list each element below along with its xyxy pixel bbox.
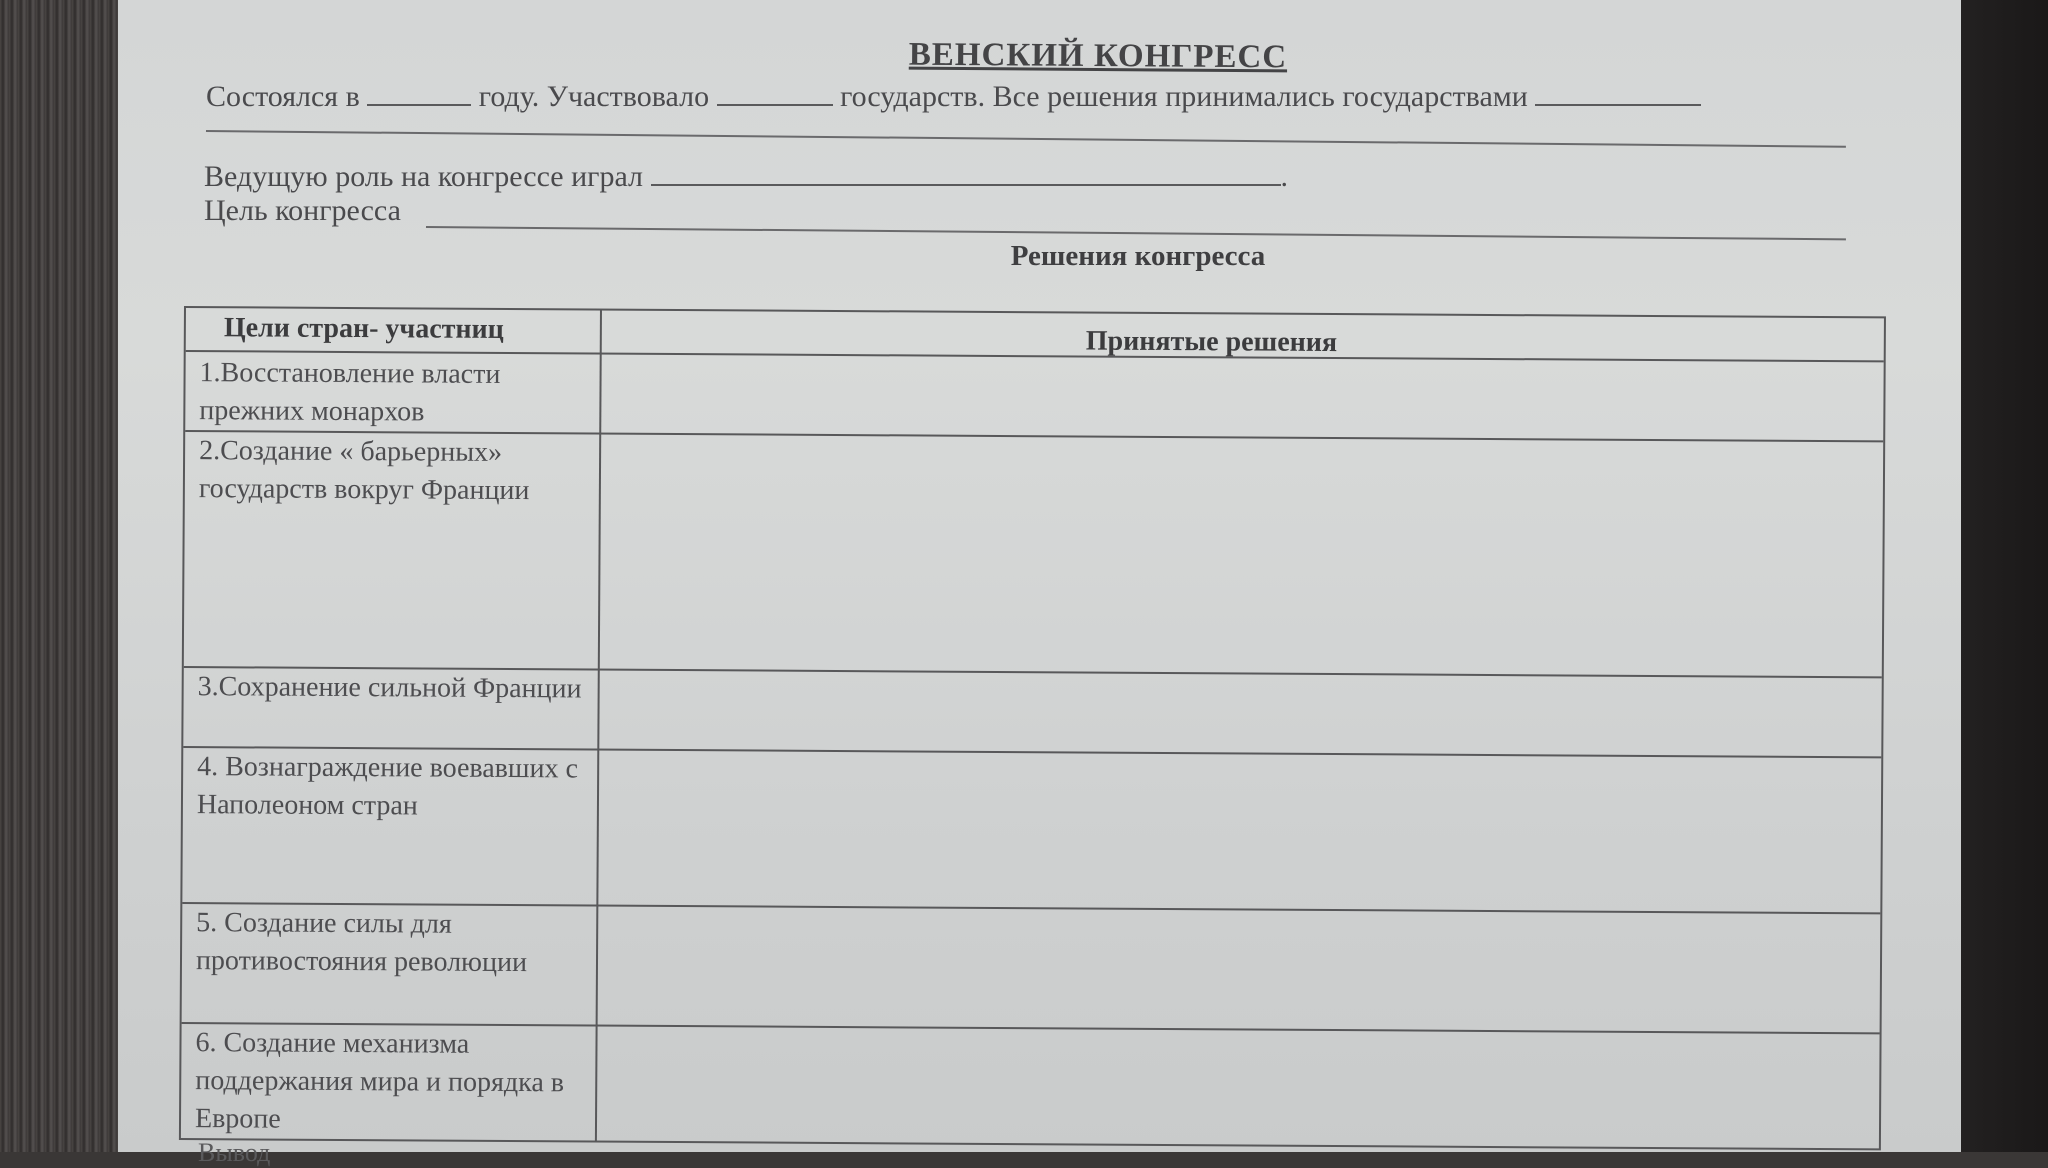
- intro-text-decisions: государств. Все решения принимались государствами: [840, 80, 1528, 113]
- desk-background-right: [1960, 0, 2048, 1152]
- leading-role-blank[interactable]: [651, 158, 1281, 186]
- decisions-table: [179, 306, 1886, 1150]
- intro-text-held-in: Состоялся в: [206, 80, 360, 113]
- intro-text-participated: году. Участвовало: [478, 80, 710, 113]
- states-count-blank[interactable]: [717, 78, 833, 106]
- congress-goal-label: Цель конгресса: [204, 194, 401, 227]
- conclusion-label-cut: Вывод: [198, 1138, 271, 1167]
- decision-cell-6[interactable]: [601, 1029, 1872, 1145]
- leading-role-line: [204, 158, 1288, 194]
- congress-goal-blank[interactable]: [426, 226, 1846, 240]
- header-decisions: Принятые решения: [1085, 325, 1338, 359]
- decision-cell-4[interactable]: [602, 753, 1873, 909]
- document-title: ВЕНСКИЙ КОНГРЕСС: [908, 36, 1288, 76]
- year-blank[interactable]: [367, 78, 471, 106]
- goal-cell-4: 4. Вознаграждение воевавших с Наполеоном стран: [196, 751, 579, 822]
- decision-cell-3[interactable]: [603, 673, 1873, 753]
- goal-cell-5: 5. Создание силы для противостояния революции: [195, 907, 528, 979]
- intro-line-1: [206, 78, 1701, 114]
- leading-role-label: Ведущую роль на конгрессе играл: [204, 160, 644, 193]
- section-subtitle: Решения конгресса: [1010, 240, 1266, 272]
- decision-cell-5[interactable]: [602, 909, 1873, 1029]
- goal-cell-3: 3.Сохранение сильной Франции: [197, 671, 582, 705]
- congress-goal-line: [204, 194, 401, 228]
- goal-cell-2: 2.Создание « барьерных» государств вокруг Франции: [198, 435, 530, 507]
- decision-cell-1[interactable]: [605, 359, 1875, 437]
- continuation-rule[interactable]: [206, 130, 1846, 148]
- leading-role-period: .: [1280, 160, 1289, 193]
- header-goals: Цели стран- участниц: [223, 312, 504, 345]
- decision-cell-2[interactable]: [604, 437, 1875, 673]
- goal-cell-1: 1.Восстановление власти прежних монархов: [199, 357, 501, 428]
- worksheet-paper: [118, 0, 1961, 1167]
- decision-states-blank[interactable]: [1535, 78, 1701, 106]
- desk-background-left: [0, 0, 125, 1152]
- goal-cell-6: 6. Создание механизма поддержания мира и порядка в Европе: [194, 1027, 565, 1135]
